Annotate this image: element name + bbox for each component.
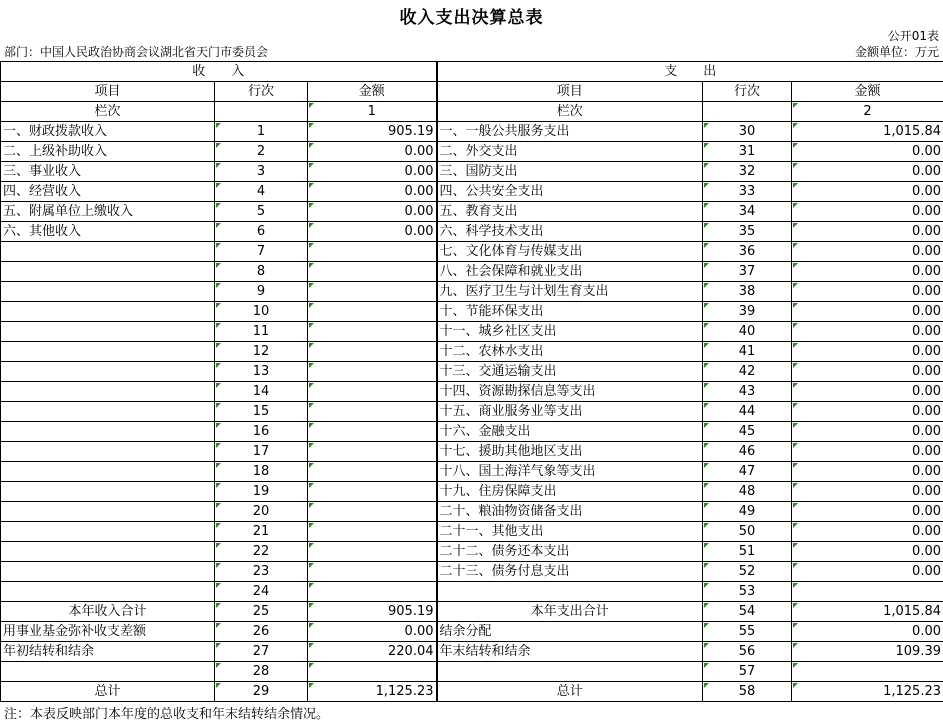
expense-item-cell: 二十三、债务付息支出 — [437, 562, 703, 582]
income-item-cell — [1, 322, 215, 342]
expense-item-cell: 十九、住房保障支出 — [437, 482, 703, 502]
expense-item-cell: 十七、援助其他地区支出 — [437, 442, 703, 462]
expense-amount-cell: 0.00 — [792, 262, 943, 282]
income-rowno-cell: 1 — [215, 122, 308, 142]
income-amount-cell: 1,125.23 — [308, 682, 437, 702]
table-row — [1, 502, 943, 522]
income-item-cell — [1, 402, 215, 422]
table-row — [1, 542, 943, 562]
expense-amount-cell: 0.00 — [792, 542, 943, 562]
income-rowno-cell: 16 — [215, 422, 308, 442]
income-item-header: 项目 — [1, 82, 215, 102]
expense-amount-cell: 0.00 — [792, 562, 943, 582]
expense-amount-cell: 0.00 — [792, 442, 943, 462]
income-rowno-cell: 6 — [215, 222, 308, 242]
form-code: 公开01表 — [888, 29, 939, 43]
expense-item-cell: 十、节能环保支出 — [437, 302, 703, 322]
income-amount-cell — [308, 582, 437, 602]
income-item-cell — [1, 242, 215, 262]
income-amount-cell — [308, 362, 437, 382]
income-item-cell — [1, 442, 215, 462]
expense-item-cell: 四、公共安全支出 — [437, 182, 703, 202]
expense-rowno-cell: 36 — [703, 242, 792, 262]
expense-rowno-blank — [703, 102, 792, 122]
expense-rowno-cell: 51 — [703, 542, 792, 562]
income-amount-cell: 0.00 — [308, 142, 437, 162]
expense-rowno-cell: 31 — [703, 142, 792, 162]
income-rowno-cell: 15 — [215, 402, 308, 422]
expense-amount-cell: 0.00 — [792, 142, 943, 162]
income-item-cell — [1, 362, 215, 382]
expense-item-cell: 二十、粮油物资储备支出 — [437, 502, 703, 522]
expense-rowno-cell: 43 — [703, 382, 792, 402]
table-row — [1, 142, 943, 162]
footnote: 注：本表反映部门本年度的总收支和年末结转结余情况。 — [4, 703, 329, 722]
expense-amount-cell: 109.39 — [792, 642, 943, 662]
expense-amount-cell: 0.00 — [792, 362, 943, 382]
income-rowno-cell: 20 — [215, 502, 308, 522]
income-item-cell — [1, 382, 215, 402]
table-row — [1, 462, 943, 482]
income-amount-cell: 0.00 — [308, 182, 437, 202]
table-row — [1, 362, 943, 382]
expense-rowno-header: 行次 — [703, 82, 792, 102]
income-rowno-header: 行次 — [215, 82, 308, 102]
table-row — [1, 382, 943, 402]
income-rowno-cell: 29 — [215, 682, 308, 702]
income-rowno-cell: 3 — [215, 162, 308, 182]
table-row — [1, 582, 943, 602]
expense-amount-cell: 0.00 — [792, 242, 943, 262]
expense-rowno-cell: 47 — [703, 462, 792, 482]
expense-amount-cell: 0.00 — [792, 402, 943, 422]
income-amount-cell — [308, 302, 437, 322]
expense-group-header: 支 出 — [437, 62, 943, 82]
expense-item-cell — [437, 582, 703, 602]
table-row — [1, 322, 943, 342]
expense-rowno-cell: 30 — [703, 122, 792, 142]
table-row — [1, 182, 943, 202]
income-rowno-cell: 5 — [215, 202, 308, 222]
table-row — [1, 262, 943, 282]
income-amount-cell: 905.19 — [308, 602, 437, 622]
expense-rowno-cell: 37 — [703, 262, 792, 282]
income-rowno-cell: 14 — [215, 382, 308, 402]
expense-amount-cell — [792, 662, 943, 682]
expense-item-cell: 二、外交支出 — [437, 142, 703, 162]
expense-rowno-cell: 58 — [703, 682, 792, 702]
column-number-row — [1, 102, 943, 122]
income-item-cell — [1, 522, 215, 542]
expense-amount-cell: 0.00 — [792, 222, 943, 242]
income-amount-cell — [308, 442, 437, 462]
report-title: 收入支出决算总表 — [0, 3, 943, 28]
expense-column-number: 2 — [792, 102, 943, 122]
income-rowno-cell: 12 — [215, 342, 308, 362]
income-amount-cell — [308, 462, 437, 482]
income-item-cell — [1, 262, 215, 282]
income-amount-cell — [308, 562, 437, 582]
table-row — [1, 222, 943, 242]
income-rowno-cell: 24 — [215, 582, 308, 602]
income-amount-cell — [308, 662, 437, 682]
expense-rowno-cell: 38 — [703, 282, 792, 302]
table-row — [1, 442, 943, 462]
expense-rowno-cell: 53 — [703, 582, 792, 602]
expense-item-cell: 九、医疗卫生与计划生育支出 — [437, 282, 703, 302]
income-amount-cell — [308, 402, 437, 422]
income-rowno-cell: 25 — [215, 602, 308, 622]
income-amount-cell — [308, 242, 437, 262]
expense-rowno-cell: 41 — [703, 342, 792, 362]
table-row — [1, 642, 943, 662]
table-row — [1, 342, 943, 362]
income-item-cell: 五、附属单位上缴收入 — [1, 202, 215, 222]
income-rowno-cell: 17 — [215, 442, 308, 462]
table-row — [1, 682, 943, 702]
income-rowno-cell: 18 — [215, 462, 308, 482]
expense-amount-cell: 1,015.84 — [792, 122, 943, 142]
expense-item-cell: 总计 — [437, 682, 703, 702]
table-row — [1, 242, 943, 262]
expense-amount-cell: 0.00 — [792, 522, 943, 542]
expense-rowno-cell: 57 — [703, 662, 792, 682]
expense-rowno-cell: 40 — [703, 322, 792, 342]
income-item-cell — [1, 342, 215, 362]
expense-item-cell: 十八、国土海洋气象等支出 — [437, 462, 703, 482]
income-rowno-cell: 7 — [215, 242, 308, 262]
expense-item-cell: 六、科学技术支出 — [437, 222, 703, 242]
income-rowno-cell: 23 — [215, 562, 308, 582]
expense-rowno-cell: 52 — [703, 562, 792, 582]
income-amount-cell: 0.00 — [308, 202, 437, 222]
income-column-label: 栏次 — [1, 102, 215, 122]
expense-item-cell: 一、一般公共服务支出 — [437, 122, 703, 142]
expense-rowno-cell: 35 — [703, 222, 792, 242]
expense-rowno-cell: 39 — [703, 302, 792, 322]
expense-amount-cell: 1,015.84 — [792, 602, 943, 622]
income-item-cell — [1, 462, 215, 482]
income-item-cell — [1, 482, 215, 502]
income-rowno-cell: 21 — [215, 522, 308, 542]
expense-item-cell: 本年支出合计 — [437, 602, 703, 622]
expense-rowno-cell: 32 — [703, 162, 792, 182]
table-row — [1, 622, 943, 642]
income-amount-cell — [308, 542, 437, 562]
expense-item-cell: 七、文化体育与传媒支出 — [437, 242, 703, 262]
expense-amount-cell: 0.00 — [792, 382, 943, 402]
expense-item-cell: 年末结转和结余 — [437, 642, 703, 662]
income-item-cell: 四、经营收入 — [1, 182, 215, 202]
department-label: 部门：中国人民政治协商会议湖北省天门市委员会 — [4, 45, 268, 59]
income-rowno-cell: 9 — [215, 282, 308, 302]
income-item-cell: 年初结转和结余 — [1, 642, 215, 662]
table-row — [1, 122, 943, 142]
expense-item-cell: 三、国防支出 — [437, 162, 703, 182]
income-amount-cell — [308, 522, 437, 542]
expense-item-cell: 二十二、债务还本支出 — [437, 542, 703, 562]
expense-amount-cell: 0.00 — [792, 482, 943, 502]
income-item-cell: 用事业基金弥补收支差额 — [1, 622, 215, 642]
expense-amount-cell: 0.00 — [792, 182, 943, 202]
income-amount-cell: 0.00 — [308, 222, 437, 242]
expense-amount-cell: 0.00 — [792, 202, 943, 222]
table-row — [1, 422, 943, 442]
income-amount-cell — [308, 282, 437, 302]
income-item-cell — [1, 502, 215, 522]
income-column-number: 1 — [308, 102, 437, 122]
expense-rowno-cell: 42 — [703, 362, 792, 382]
expense-amount-cell: 0.00 — [792, 462, 943, 482]
expense-amount-header: 金额 — [792, 82, 943, 102]
table-row — [1, 662, 943, 682]
expense-rowno-cell: 56 — [703, 642, 792, 662]
expense-amount-cell: 1,125.23 — [792, 682, 943, 702]
income-item-cell: 三、事业收入 — [1, 162, 215, 182]
income-amount-cell — [308, 502, 437, 522]
expense-item-cell: 结余分配 — [437, 622, 703, 642]
expense-item-cell: 二十一、其他支出 — [437, 522, 703, 542]
income-group-header: 收 入 — [1, 62, 437, 82]
expense-amount-cell: 0.00 — [792, 302, 943, 322]
expense-rowno-cell: 46 — [703, 442, 792, 462]
table-row — [1, 482, 943, 502]
income-rowno-cell: 26 — [215, 622, 308, 642]
income-rowno-cell: 2 — [215, 142, 308, 162]
column-header-row — [1, 82, 943, 102]
expense-amount-cell: 0.00 — [792, 322, 943, 342]
table-row — [1, 602, 943, 622]
table-row — [1, 282, 943, 302]
expense-rowno-cell: 54 — [703, 602, 792, 622]
expense-amount-cell: 0.00 — [792, 342, 943, 362]
expense-item-header: 项目 — [437, 82, 703, 102]
income-amount-cell: 0.00 — [308, 162, 437, 182]
expense-amount-cell: 0.00 — [792, 502, 943, 522]
expense-item-cell: 十二、农林水支出 — [437, 342, 703, 362]
income-rowno-cell: 10 — [215, 302, 308, 322]
income-item-cell: 六、其他收入 — [1, 222, 215, 242]
table-row — [1, 562, 943, 582]
expense-column-label: 栏次 — [437, 102, 703, 122]
expense-item-cell: 五、教育支出 — [437, 202, 703, 222]
expense-item-cell: 八、社会保障和就业支出 — [437, 262, 703, 282]
income-amount-cell: 905.19 — [308, 122, 437, 142]
income-amount-cell: 220.04 — [308, 642, 437, 662]
income-amount-cell — [308, 322, 437, 342]
income-amount-cell — [308, 382, 437, 402]
table-row — [1, 202, 943, 222]
expense-rowno-cell: 55 — [703, 622, 792, 642]
income-item-cell — [1, 582, 215, 602]
income-rowno-cell: 4 — [215, 182, 308, 202]
income-item-cell — [1, 562, 215, 582]
expense-amount-cell — [792, 582, 943, 602]
expense-item-cell — [437, 662, 703, 682]
income-item-cell — [1, 302, 215, 322]
expense-rowno-cell: 49 — [703, 502, 792, 522]
table-row — [1, 162, 943, 182]
expense-amount-cell: 0.00 — [792, 422, 943, 442]
table-row — [1, 302, 943, 322]
income-rowno-cell: 8 — [215, 262, 308, 282]
income-item-cell: 总计 — [1, 682, 215, 702]
income-rowno-cell: 13 — [215, 362, 308, 382]
income-amount-cell — [308, 342, 437, 362]
expense-rowno-cell: 44 — [703, 402, 792, 422]
income-rowno-cell: 27 — [215, 642, 308, 662]
income-item-cell: 二、上级补助收入 — [1, 142, 215, 162]
income-amount-cell — [308, 262, 437, 282]
expense-item-cell: 十一、城乡社区支出 — [437, 322, 703, 342]
income-amount-cell — [308, 422, 437, 442]
income-item-cell — [1, 662, 215, 682]
expense-rowno-cell: 34 — [703, 202, 792, 222]
expense-item-cell: 十三、交通运输支出 — [437, 362, 703, 382]
amount-unit-label: 金额单位：万元 — [855, 45, 939, 59]
expense-rowno-cell: 33 — [703, 182, 792, 202]
expense-item-cell: 十四、资源勘探信息等支出 — [437, 382, 703, 402]
expense-amount-cell: 0.00 — [792, 622, 943, 642]
expense-amount-cell: 0.00 — [792, 162, 943, 182]
income-rowno-blank — [215, 102, 308, 122]
income-item-cell — [1, 542, 215, 562]
income-amount-cell — [308, 482, 437, 502]
expense-rowno-cell: 50 — [703, 522, 792, 542]
group-header-row — [1, 62, 943, 82]
expense-rowno-cell: 48 — [703, 482, 792, 502]
expense-amount-cell: 0.00 — [792, 282, 943, 302]
expense-rowno-cell: 45 — [703, 422, 792, 442]
income-rowno-cell: 28 — [215, 662, 308, 682]
income-item-cell: 一、财政拨款收入 — [1, 122, 215, 142]
income-rowno-cell: 19 — [215, 482, 308, 502]
income-item-cell: 本年收入合计 — [1, 602, 215, 622]
income-rowno-cell: 22 — [215, 542, 308, 562]
expense-item-cell: 十六、金融支出 — [437, 422, 703, 442]
income-item-cell — [1, 422, 215, 442]
income-rowno-cell: 11 — [215, 322, 308, 342]
expense-item-cell: 十五、商业服务业等支出 — [437, 402, 703, 422]
income-amount-cell: 0.00 — [308, 622, 437, 642]
income-amount-header: 金额 — [308, 82, 437, 102]
income-item-cell — [1, 282, 215, 302]
table-row — [1, 402, 943, 422]
table-row — [1, 522, 943, 542]
income-expense-table — [0, 61, 943, 702]
